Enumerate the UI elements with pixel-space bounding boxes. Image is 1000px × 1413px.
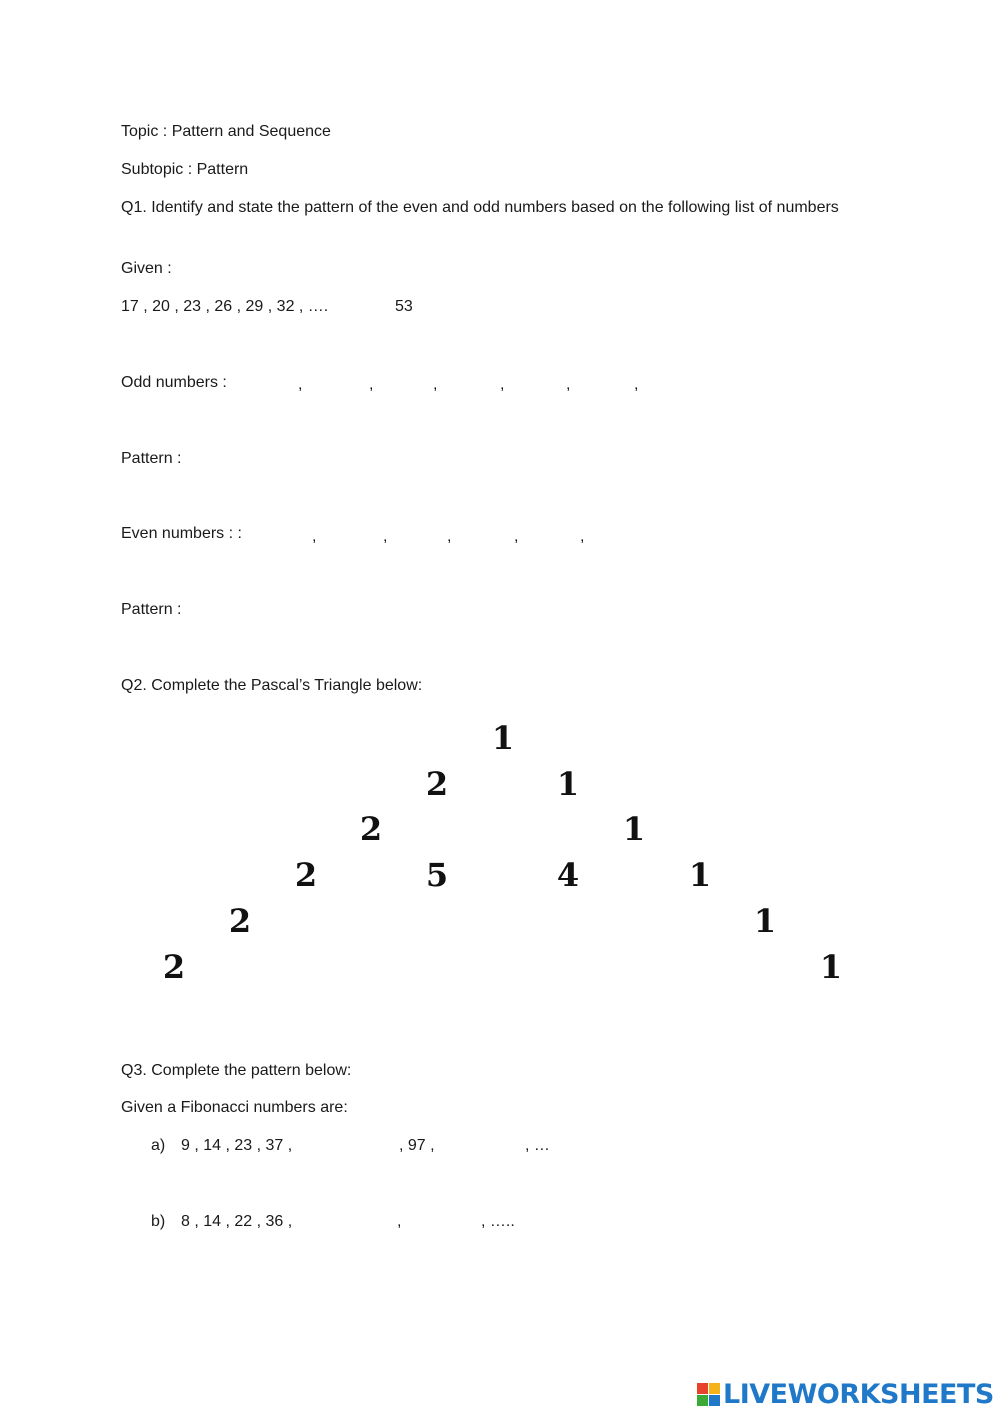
odd-separator: ,	[634, 376, 639, 393]
pascal-number: 2	[294, 856, 318, 894]
odd-separator: ,	[500, 376, 505, 393]
item-a-sequence-middle: , 97 ,	[399, 1137, 435, 1154]
logo-cube	[709, 1395, 720, 1406]
pascal-number: 1	[819, 948, 843, 986]
pascal-number: 2	[359, 810, 383, 848]
q3-given: Given a Fibonacci numbers are:	[121, 1099, 348, 1116]
item-b-sequence-end: , …..	[481, 1213, 515, 1230]
pascal-number: 2	[228, 902, 252, 940]
odd-separator: ,	[369, 376, 374, 393]
q1-last-term: 53	[395, 298, 413, 315]
pascal-number: 1	[753, 902, 777, 940]
item-b-sequence-start: 8 , 14 , 22 , 36 ,	[181, 1213, 293, 1230]
item-a-label: a)	[151, 1137, 166, 1154]
logo-text: LIVEWORKSHEETS	[723, 1378, 994, 1410]
q2-question: Q2. Complete the Pascal’s Triangle below:	[121, 677, 423, 694]
pascal-number: 1	[688, 856, 712, 894]
logo-cube	[709, 1383, 720, 1394]
pascal-number: 4	[556, 856, 580, 894]
odd-separator: ,	[433, 376, 438, 393]
pascal-number: 1	[556, 765, 580, 803]
even-separator: ,	[514, 528, 519, 545]
subtopic-line: Subtopic : Pattern	[121, 161, 249, 178]
even-separator: ,	[447, 528, 452, 545]
q1-question: Q1. Identify and state the pattern of the even and odd numbers based on the following list of numbers	[121, 199, 839, 216]
item-b-label: b)	[151, 1213, 166, 1230]
pascal-number: 5	[425, 856, 449, 894]
topic-line: Topic : Pattern and Sequence	[121, 123, 331, 140]
liveworksheets-logo	[697, 1377, 994, 1411]
q1-given-label: Given :	[121, 260, 172, 277]
odd-separator: ,	[298, 376, 303, 393]
q1-sequence: 17 , 20 , 23 , 26 , 29 , 32 , ….	[121, 298, 329, 315]
logo-cube	[697, 1395, 708, 1406]
odd-separator: ,	[566, 376, 571, 393]
pascal-number: 2	[425, 765, 449, 803]
pascal-number: 2	[162, 948, 186, 986]
logo-cube	[697, 1383, 708, 1394]
even-numbers-label: Even numbers : :	[121, 525, 242, 542]
even-separator: ,	[312, 528, 317, 545]
even-pattern-label: Pattern :	[121, 601, 182, 618]
odd-numbers-label: Odd numbers :	[121, 374, 227, 391]
item-a-sequence-end: , …	[525, 1137, 550, 1154]
pascal-number: 1	[622, 810, 646, 848]
item-a-sequence-start: 9 , 14 , 23 , 37 ,	[181, 1137, 293, 1154]
logo-cubes-icon	[697, 1383, 720, 1406]
odd-pattern-label: Pattern :	[121, 450, 182, 467]
item-b-sequence-middle: ,	[397, 1213, 402, 1230]
even-separator: ,	[580, 528, 585, 545]
q3-question: Q3. Complete the pattern below:	[121, 1062, 352, 1079]
even-separator: ,	[383, 528, 388, 545]
pascal-number: 1	[491, 719, 515, 757]
